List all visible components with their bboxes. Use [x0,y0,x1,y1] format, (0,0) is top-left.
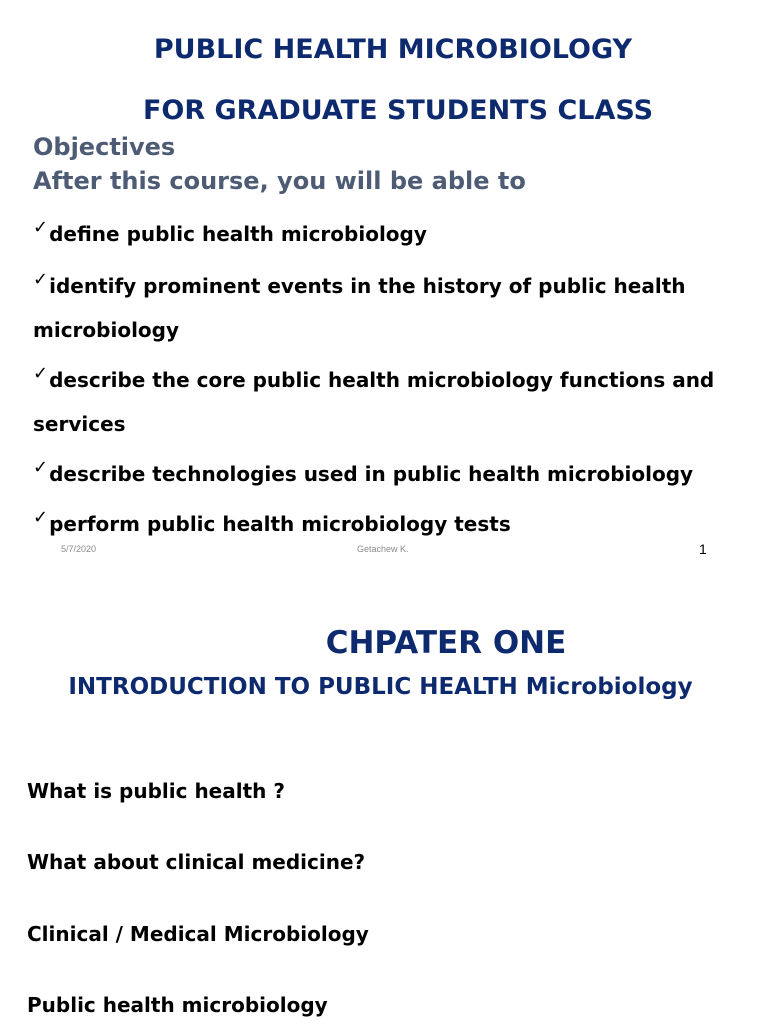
checkmark-icon: ✓ [33,269,49,290]
slide-footer-date: 5/7/2020 [61,544,97,554]
checkmark-icon: ✓ [33,457,49,478]
checkmark-icon: ✓ [33,507,49,528]
objective-item [33,265,733,351]
objective-text: describe the core public health microbiology functions and services [33,368,715,436]
slide1-title-line2: FOR GRADUATE STUDENTS CLASS [142,95,654,126]
chapter-subtitle: INTRODUCTION TO PUBLIC HEALTH Microbiology [68,674,693,700]
question-item: What about clinical medicine? [27,850,366,874]
objective-text: define public health microbiology [49,222,427,246]
objective-text: perform public health microbiology tests [49,512,511,536]
objectives-intro: After this course, you will be able to [33,167,526,195]
checkmark-icon: ✓ [33,217,49,238]
question-item: Clinical / Medical Microbiology [27,922,369,946]
objective-item [33,359,733,445]
question-item: Public health microbiology [27,993,328,1017]
objective-text: identify prominent events in the history of public health microbiology [33,274,686,342]
objective-item [33,503,733,547]
slide-page-number: 1 [699,541,707,557]
objective-item [33,453,733,497]
checkmark-icon: ✓ [33,363,49,384]
objectives-heading: Objectives [33,133,176,161]
slide1-title-line1: PUBLIC HEALTH MICROBIOLOGY [153,34,633,65]
objective-text: describe technologies used in public health microbiology [49,462,694,486]
chapter-title: CHPATER ONE [325,625,567,661]
question-item: What is public health ? [27,779,285,803]
slide-footer-author: Getachew K. [357,544,409,554]
objective-item [33,213,733,257]
